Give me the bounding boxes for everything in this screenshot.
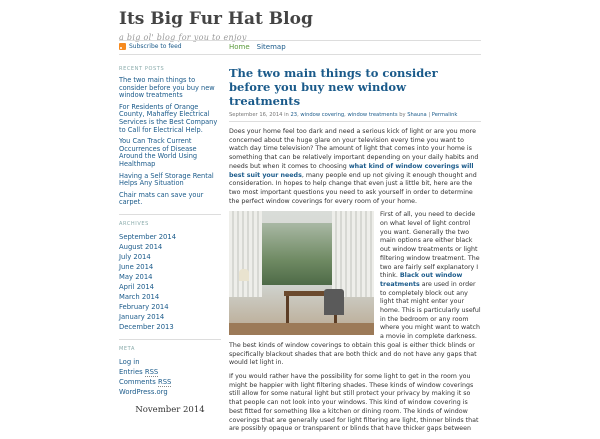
sidebar-divider — [119, 214, 221, 215]
archives-heading: ARCHIVES — [119, 220, 149, 227]
archive-link[interactable]: December 2013 — [119, 322, 174, 331]
entries-rss-link[interactable] — [119, 367, 221, 377]
subscribe-feed-label: Subscribe to feed — [129, 43, 182, 50]
nav-home[interactable]: Home — [229, 43, 250, 51]
post-paragraph-with-image — [229, 211, 481, 373]
rss-icon — [119, 43, 126, 50]
post-date: September 16, 2014 — [229, 112, 283, 118]
photo-blind — [332, 211, 374, 297]
black-out-link[interactable]: Black out window treatments — [380, 272, 463, 288]
category-separator: , — [344, 112, 348, 118]
recent-post-link[interactable]: The two main things to consider before you buy new window treatments — [119, 76, 215, 100]
archive-link[interactable]: April 2014 — [119, 282, 154, 291]
archive-link[interactable]: September 2014 — [119, 232, 177, 241]
post-meta: September 16, 2014 in 23, window covering, window treatments by Shauna | Permalink — [229, 112, 458, 118]
post — [229, 66, 481, 439]
paragraph-text: are used in order to completely block out any light that might enter your home. This is particularly useful in the bedroom or any room where you might want to watch a movie in complete darkness. The best kinds of window coverings to obtain this goal is either thick blinds or specifically blackout shades that are both thick and do not have any gaps that would let light in. — [229, 280, 481, 367]
recent-post-link[interactable]: Chair mats can save your carpet. — [119, 190, 204, 207]
sidebar-divider — [119, 339, 221, 340]
post-paragraph — [229, 128, 481, 206]
category-number-link[interactable]: 23 — [290, 112, 298, 118]
post-in-label: in — [282, 112, 291, 118]
subscribe-feed-link[interactable] — [119, 43, 182, 50]
archive-link[interactable]: May 2014 — [119, 272, 153, 281]
rss-abbr: RSS — [144, 367, 159, 376]
paragraph-text: , many people end up not giving it enough thought and consideration. In hopes to help change that even just a little bit, here are the two most important questions you need to ask yourself in order to determine the perfect window coverings for every room of your home. — [229, 171, 477, 205]
recent-posts-list — [119, 77, 221, 207]
category-link[interactable]: window treatments — [347, 112, 398, 118]
category-link[interactable]: window covering — [300, 112, 345, 118]
blog-header — [119, 8, 481, 42]
recent-post-link[interactable]: For Residents of Orange County, Mahaffey Electrical Services is the Best Company to Call for Electrical Help. — [119, 102, 218, 134]
meta-heading: META — [119, 345, 135, 352]
login-link[interactable]: Log in — [119, 357, 140, 366]
post-paragraph: If you would rather have the possibility for some light to get in the room you might be happier with light filtering shades. These kinds of window coverings still allow for some natural light but still protect your privacy by making it so that people can not look into your windows. This kind of window covering is best fitted for something like a kitchen or dining room. The kinds of window coverings that are generally used for light filtering are light, thinner blinds that are possibly opaque or transparent or blinds that have thicker gaps between — [229, 372, 479, 433]
photo-blind — [229, 211, 262, 297]
paragraph-text: Does your home feel too dark and need a serious kick of light or are you more concerned about the huge glare on your television every time you want to watch day time television? The amount of light that comes into your home is something that can be relatively important depending on your daily habits and needs but when it comes to choosing — [229, 128, 479, 170]
archive-link[interactable]: July 2014 — [119, 252, 151, 261]
rss-abbr: RSS — [158, 377, 172, 386]
nav-divider — [119, 54, 481, 55]
office-blinds-photo — [229, 211, 374, 335]
recent-posts-heading: RECENT POSTS — [119, 66, 165, 72]
photo-chair — [324, 289, 344, 315]
archive-link[interactable]: June 2014 — [119, 262, 154, 271]
photo-desk-leg — [286, 296, 289, 324]
top-nav — [229, 43, 286, 51]
archive-link[interactable]: August 2014 — [119, 242, 163, 251]
photo-lamp — [239, 269, 249, 281]
archive-link[interactable]: March 2014 — [119, 292, 160, 301]
post-divider — [229, 121, 481, 122]
header-divider — [119, 40, 481, 41]
blog-tagline: a big ol' blog for you to enjoy — [119, 33, 247, 42]
recent-post-link[interactable]: You Can Track Current Occurrences of Disease Around the World Using Healthmap — [119, 137, 198, 168]
nav-sitemap[interactable]: Sitemap — [256, 43, 286, 51]
comments-rss-link[interactable] — [119, 377, 221, 387]
window-coverings-link[interactable]: what kind of window coverings will best suit your needs — [229, 162, 474, 179]
meta-list — [119, 357, 221, 397]
permalink-link[interactable]: Permalink — [431, 112, 458, 118]
archives-list — [119, 232, 221, 332]
archive-link[interactable]: February 2014 — [119, 302, 169, 311]
wordpress-link[interactable]: WordPress.org — [119, 387, 168, 396]
recent-post-link[interactable]: Having a Self Storage Rental Helps Any Situation — [119, 171, 214, 188]
paragraph-text: First of all, you need to decide on what level of light control you want. Generally the two main options are either black out window treatments or light filtering window treatment. The two are fairly self explanatory I think. — [380, 211, 480, 280]
photo-window — [262, 223, 332, 285]
calendar-title: November 2014 — [135, 404, 205, 415]
post-title[interactable]: The two main things to consider before you buy new window treatments — [229, 66, 438, 108]
comments-rss-label: Comments — [119, 377, 159, 386]
archive-link[interactable]: January 2014 — [119, 312, 165, 321]
entries-rss-label: Entries — [119, 367, 145, 376]
category-separator: , — [297, 112, 301, 118]
sidebar — [119, 66, 221, 415]
post-by-label: by — [397, 112, 408, 118]
photo-floor — [229, 323, 374, 335]
blog-title[interactable]: Its Big Fur Hat Blog — [119, 9, 313, 29]
author-link[interactable]: Shauna — [407, 112, 427, 118]
